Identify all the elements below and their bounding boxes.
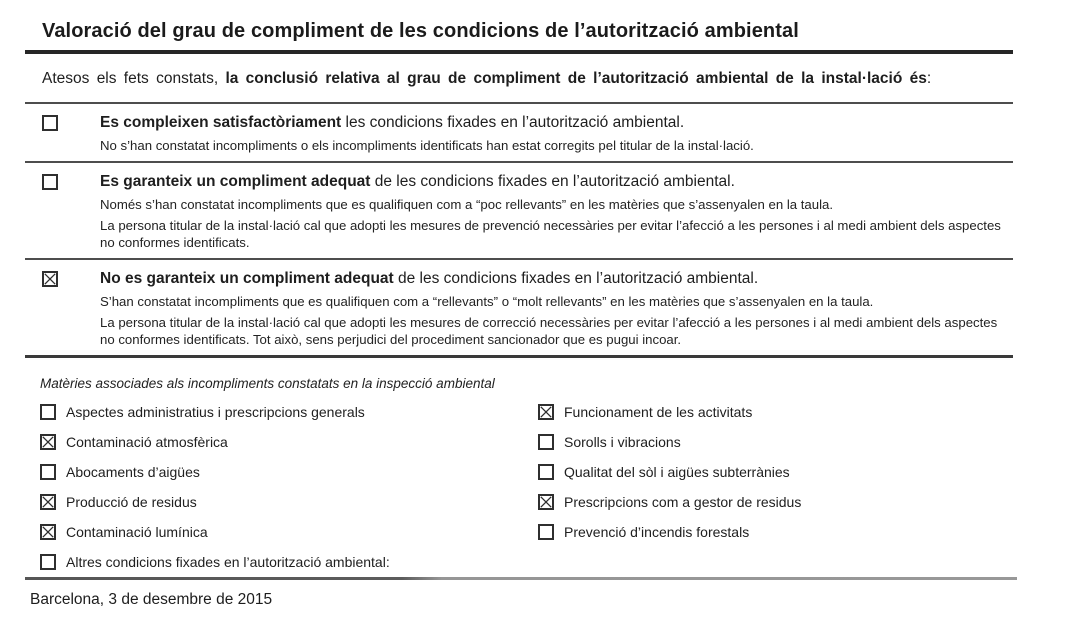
conclusion-option-not-adequate [25,260,1013,348]
intro-paragraph [25,68,1013,89]
materia-label: Sorolls i vibracions [564,434,681,450]
materia-row [25,517,523,547]
x-mark-icon [540,496,552,508]
option-body [100,113,1005,154]
divider-after-options [25,355,1013,358]
materia-row [523,397,1013,427]
adequate-checkbox[interactable] [42,174,58,190]
materia-checkbox[interactable] [538,494,554,510]
option-sub-text: Només s’han constatat incompliments que es qualifiquen com a “poc rellevants” en les matèries que s’assenyalen en la taula. [100,197,834,212]
option-rest-text: de les condicions fixades en l’autorització ambiental. [370,173,735,190]
materia-row [25,457,523,487]
materia-checkbox[interactable] [40,464,56,480]
page-title: Valoració del grau de compliment de les condicions de l’autorització ambiental [25,0,1013,54]
materies-grid [25,397,1013,577]
conclusion-option-adequate [25,163,1013,251]
option-main-text [100,172,1005,192]
intro-bold-text: la conclusió relativa al grau de compliment de l’autorització ambiental de la instal·lació és [225,70,927,87]
materia-checkbox[interactable] [538,464,554,480]
materia-label: Contaminació lumínica [66,524,208,540]
option-rest-text: les condicions fixades en l’autorització ambiental. [341,114,685,131]
materia-checkbox[interactable] [538,524,554,540]
materia-checkbox[interactable] [538,434,554,450]
materia-label: Altres condicions fixades en l’autorització ambiental: [66,554,390,570]
x-mark-icon [44,273,56,285]
materia-label: Funcionament de les activitats [564,404,753,420]
x-mark-icon [540,406,552,418]
x-mark-icon [42,526,54,538]
satisfactory-checkbox[interactable] [42,115,58,131]
materia-label: Prevenció d’incendis forestals [564,524,750,540]
materia-row [523,487,1013,517]
x-mark-icon [42,496,54,508]
materia-row [523,427,1013,457]
conclusion-option-satisfactory [25,104,1013,154]
intro-colon: : [926,70,932,87]
materia-row [25,547,523,577]
option-body [100,269,1005,348]
materia-label: Abocaments d’aigües [66,464,200,480]
materia-row [25,487,523,517]
materia-label: Prescripcions com a gestor de residus [564,494,802,510]
option-rest-text: de les condicions fixades en l’autorització ambiental. [393,270,759,287]
materia-checkbox[interactable] [40,404,56,420]
option-body [100,172,1005,251]
materia-checkbox[interactable] [40,524,56,540]
materia-checkbox[interactable] [40,554,56,570]
option-bold-text: Es compleixen satisfactòriament [100,114,342,131]
materia-row [523,457,1013,487]
materia-row [25,397,523,427]
materia-checkbox[interactable] [40,494,56,510]
option-sub-text: La persona titular de la instal·lació cal que adopti les mesures de correcció necessàries per evitar l’afecció a les persones i al medi ambient dels aspectes no conformes identificats. Tot això, sens perjudici del procediment sancionador que es pugui incoar. [100,315,998,347]
footer-divider [25,577,1017,580]
materia-checkbox[interactable] [40,434,56,450]
materia-label: Producció de residus [66,494,197,510]
materia-label: Aspectes administratius i prescripcions generals [66,404,365,420]
document-content [25,0,1013,577]
materia-row [523,517,1013,547]
materies-heading: Matèries associades als incompliments constatats en la inspecció ambiental [40,376,495,391]
option-sub-text: La persona titular de la instal·lació cal que adopti les mesures de prevenció necessàries per evitar l’afecció a les persones i al medi ambient dels aspectes no conformes identificats. [100,218,1001,250]
option-main-text [100,113,1005,133]
materia-row [25,427,523,457]
option-sub-text: S’han constatat incompliments que es qualifiquen com a “rellevants” o “molt rellevants” en les matèries que s’assenyalen en la taula. [100,294,874,309]
materia-label: Contaminació atmosfèrica [66,434,228,450]
not-adequate-checkbox[interactable] [42,271,58,287]
option-bold-text: Es garanteix un compliment adequat [100,173,371,190]
intro-regular-text: Atesos els fets constats, [42,70,226,87]
materia-label: Qualitat del sòl i aigües subterrànies [564,464,790,480]
x-mark-icon [42,436,54,448]
footer-date: Barcelona, 3 de desembre de 2015 [30,591,273,608]
option-main-text [100,269,1005,289]
option-sub-text: No s’han constatat incompliments o els incompliments identificats han estat corregits pel titular de la instal·lació. [100,138,754,153]
option-bold-text: No es garanteix un compliment adequat [100,270,394,287]
materia-checkbox[interactable] [538,404,554,420]
